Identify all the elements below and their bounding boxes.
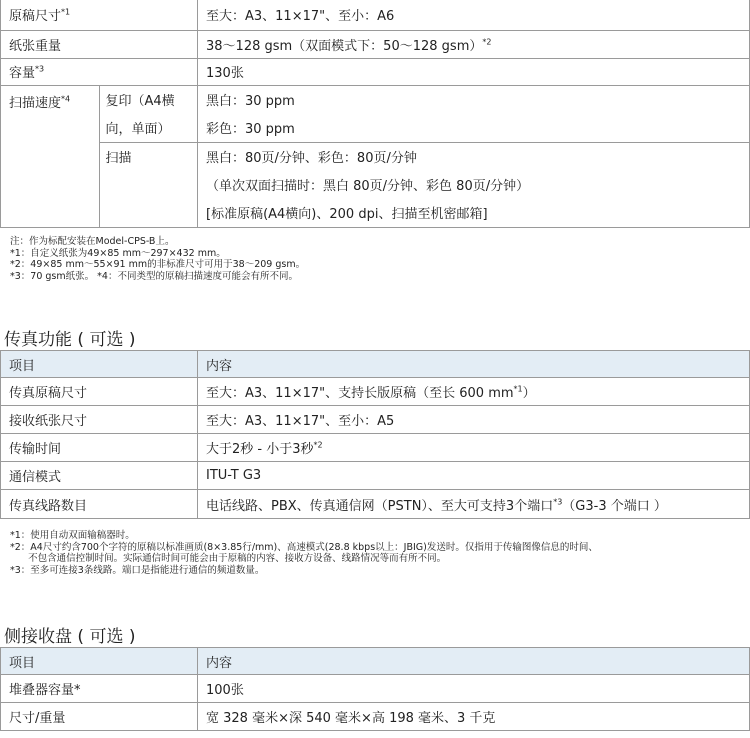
header-item: 项目: [1, 351, 198, 378]
row-value: 38〜128 gsm（双面模式下：50〜128 gsm）$^{*2}$: [198, 30, 750, 58]
table-row: [1, 85, 750, 142]
row-value: 黑白：80页/分钟、彩色：80页/分钟 （单次双面扫描时：黑白 80页/分钟、彩色 80页/分钟） [标准原稿(A4横向)、200 dpi、扫描至机密邮箱]: [198, 142, 750, 227]
row-label: 堆叠器容量*: [1, 675, 198, 703]
table-row: [1, 462, 750, 490]
row-label: 扫描速度$^{*4}$: [1, 85, 100, 227]
table-row: [1, 703, 750, 731]
header-item: 项目: [1, 648, 198, 675]
fax-notes: [0, 530, 598, 576]
row-value: ITU-T G3: [198, 462, 750, 490]
table-row: [1, 0, 750, 30]
row-label: 纸张重量: [1, 30, 198, 58]
row-label: 容量$^{*3}$: [1, 58, 198, 85]
table-row: [1, 434, 750, 462]
table-row: [1, 58, 750, 85]
row-label: 接收纸张尺寸: [1, 406, 198, 434]
table-row: [1, 142, 750, 227]
note-line: 不包含通信控制时间。实际通信时间可能会由于原稿的内容、接收方设备、线路情况等而有所不同。: [10, 553, 447, 564]
row-value: 黑白：30 ppm 彩色：30 ppm: [198, 85, 750, 142]
row-label: 尺寸/重量: [1, 703, 198, 731]
scanner-spec-table: [0, 0, 750, 228]
table-row: [1, 675, 750, 703]
table-row: [1, 30, 750, 58]
table-row: [1, 378, 750, 406]
note-line: *1：自定义纸张为49×85 mm〜297×432 mm。: [10, 247, 226, 259]
row-value: 100张: [198, 675, 750, 703]
tray-spec-table: [0, 647, 750, 731]
sub-label: 复印（A4横 向，单面）: [99, 85, 198, 142]
section-title-tray: 侧接收盘 ( 可选 ): [4, 627, 136, 647]
spec-notes: [0, 236, 305, 282]
table-header-row: [1, 648, 750, 675]
header-content: 内容: [198, 351, 750, 378]
row-label: 传真线路数目: [1, 490, 198, 519]
note-line: *2：49×85 mm〜55×91 mm的非标准尺寸可用于38〜209 gsm。: [10, 259, 306, 270]
table-header-row: [1, 351, 750, 378]
note-line: *3：70 gsm纸张。 *4：不同类型的原稿扫描速度可能会有所不同。: [10, 270, 298, 282]
row-value: 至大：A3、11×17"、至小：A5: [198, 406, 750, 434]
note-line: *2：A4尺寸约含700个字符的原稿以标准画质(8×3.85行/mm)、高速模式(28.8 kbps以上：JBIG)发送时。仅指用于传输图像信息的时间、: [10, 541, 598, 553]
note-line: 注：作为标配安装在Model-CPS-B上。: [10, 236, 175, 247]
row-value: 至大：A3、11×17"、至小：A6: [198, 0, 750, 30]
note-line: *3：至多可连接3条线路。端口是指能进行通信的频道数量。: [10, 564, 265, 576]
note-line: *1：使用自动双面输稿器时。: [10, 530, 135, 541]
row-label: 传输时间: [1, 434, 198, 462]
table-row: [1, 490, 750, 519]
row-value: 大于2秒 - 小于3秒$^{*2}$: [198, 434, 750, 462]
header-content: 内容: [198, 648, 750, 675]
row-label: 通信模式: [1, 462, 198, 490]
row-value: 电话线路、PBX、传真通信网（PSTN）、至大可支持3个端口$^{*3}$（G3-3 个端口 ）: [198, 490, 750, 519]
sub-label: 扫描: [99, 142, 198, 227]
row-label: 原稿尺寸$^{*1}$: [1, 0, 198, 30]
row-value: 宽 328 毫米×深 540 毫米×高 198 毫米、3 千克: [198, 703, 750, 731]
fax-spec-table: [0, 350, 750, 519]
row-value: 130张: [198, 58, 750, 85]
table-row: [1, 406, 750, 434]
section-title-fax: 传真功能 ( 可选 ): [4, 330, 136, 350]
row-label: 传真原稿尺寸: [1, 378, 198, 406]
row-value: 至大：A3、11×17"、支持长版原稿（至长 600 $mm^{*1}$）: [198, 378, 750, 406]
